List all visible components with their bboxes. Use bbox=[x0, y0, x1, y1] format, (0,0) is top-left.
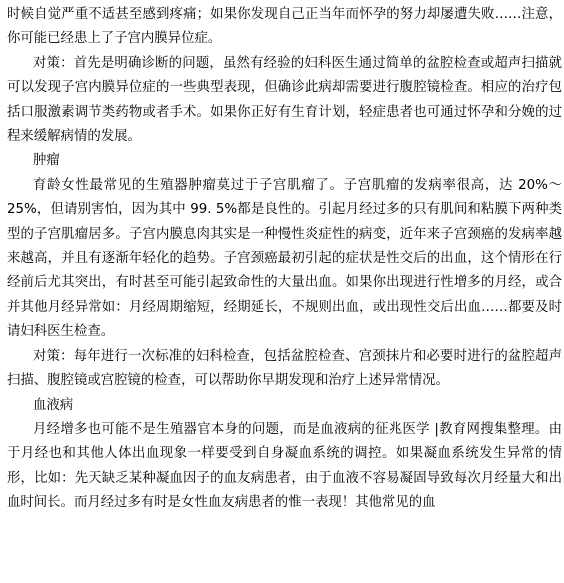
paragraph-tumor-countermeasure: 对策：每年进行一次标准的妇科检查，包括盆腔检查、宫颈抹片和必要时进行的盆腔超声扫描、腹腔镜或宫腔镜的检查，可以帮助你早期发现和治疗上述异常情况。 bbox=[7, 348, 562, 389]
paragraph-endometriosis-countermeasure: 对策：首先是明确诊断的问题，虽然有经验的妇科医生通过简单的盆腔检查或超声扫描就可以发现子宫内膜异位症的一些典型表现，但确诊此病却需要进行腹腔镜检查。相应的治疗包括口服激素调节类药物或者手术。如果你正好有生育计划，轻症患者也可通过怀孕和分娩的过程来缓解病情的发展。 bbox=[7, 55, 562, 145]
section-heading-blood-disease: 血液病 bbox=[33, 397, 74, 413]
paragraph-blood-disease-description: 月经增多也可能不是生殖器官本身的问题，而是血液病的征兆医学 |教育网搜集整理。由于月经也和其他人体出血现象一样要受到自身凝血系统的调控。如果凝血系统发生异常的情形，比如：先天缺乏某种凝血因子的血友病患者，由于血液不容易凝固导致每次月经量大和出血时间长。而月经过多有时是女性血友病患者的惟一表现！其他常见的血 bbox=[7, 421, 562, 511]
paragraph-endometriosis-symptoms: 时候自觉严重不适甚至感到疼痛；如果你发现自己正当年而怀孕的努力却屡遭失败……注意，你可能已经患上了子宫内膜异位症。 bbox=[7, 7, 562, 47]
section-heading-tumor: 肿瘤 bbox=[33, 153, 60, 169]
paragraph-tumor-description: 育龄女性最常见的生殖器肿瘤莫过于子宫肌瘤了。子宫肌瘤的发病率很高，达 20%～25%，但请别害怕，因为其中 99. 5%都是良性的。引起月经过多的只有肌间和粘膜下两种类型的子宫肌瘤居多。子宫内膜息肉其实是一种慢性炎症性的病变，近年来子宫颈癌的发病率越来越高，并且有逐渐年轻化的趋势。子宫颈癌最初引起的症状是性交后的出血，这个情形在行经前后尤其突出，有时甚至可能引起致命性的大量出血。如果你出现进行性增多的月经，或合并其他月经异常如：月经周期缩短，经期延长，不规则出血，或出现性交后出血……都要及时请妇科医生检查。 bbox=[7, 177, 562, 340]
